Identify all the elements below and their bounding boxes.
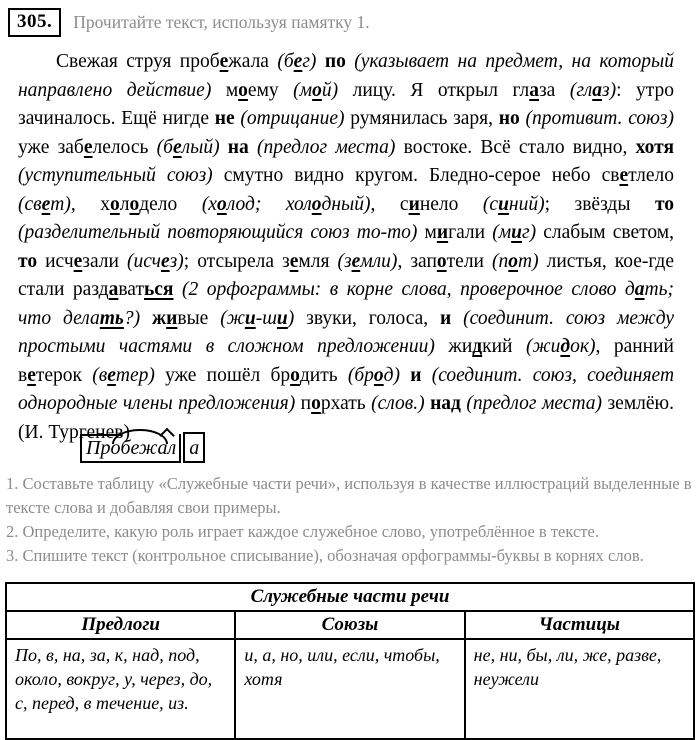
morph-root: беж: [120, 437, 158, 459]
table-header-particles: Частицы: [465, 611, 694, 639]
task-item-2: 2. Определите, какую роль играет каждое служебное слово, употреблённое в тексте.: [6, 522, 599, 541]
morphology-stem: [80, 434, 181, 463]
exercise-header: [8, 8, 370, 37]
parts-of-speech-table: [5, 582, 695, 740]
passage-text: Свежая струя пробежала (бег) по (указывает на предмет, на который направлено действие) моему (мой) лицу. Я открыл глаза (глаз): утро зачиналось. Ещё нигде не (отрицание) румянилась заря, но (противит. союз) уже забелелось (белый) на (предлог места) востоке. Всё стало видно, хотя (уступительный союз) смутно видно кругом. Бледно-серое небо светлело (свет), холодело (холод; холодный), синело (синий); звёзды то (разделительный повторяющийся союз то-то) мигали (миг) слабым светом, то исчезали (исчез); отсырела земля (земли), запотели (пот) листья, кое-где стали раздаваться (2 орфограммы: в корне слова, проверочное слово дать; что делать?) живые (жи-ши) звуки, голоса, и (соединит. союз между простыми частями в сложном предложении) жидкий (жидок), ранний ветерок (ветер) уже пошёл бродить (брод) и (соединит. союз, соединяет однородные члены предложения) порхать (слов.) над (предлог места) землёю. (И. Тургенев): [18, 51, 675, 443]
table-header-prepositions: Предлоги: [6, 611, 235, 639]
morphology-row: [80, 432, 205, 463]
task-item-3: 3. Спишите текст (контрольное списывание), обозначая орфограммы-буквы в корнях слов.: [6, 546, 644, 565]
morph-suffix: ал: [157, 437, 177, 459]
table-title: Служебные части речи: [6, 583, 694, 611]
morphology-word: [80, 432, 205, 463]
exercise-instruction: Прочитайте текст, используя памятку 1.: [73, 12, 370, 32]
tasks-list: [6, 472, 698, 568]
exercise-number: 305.: [8, 8, 61, 37]
table-row: [6, 639, 694, 739]
morph-prefix: Про: [86, 437, 121, 459]
morph-ending: а: [183, 432, 205, 463]
table-header-conjunctions: Союзы: [235, 611, 464, 639]
cell-prepositions-examples: По, в, на, за, к, над, под, около, вокруг, у, через, до, с, перед, в течение, из.: [6, 639, 235, 739]
task-item-1: 1. Составьте таблицу «Служебные части речи», используя в качестве иллюстраций выделенные в тексте слова и добавляя свои примеры.: [6, 474, 692, 517]
cell-conjunctions-examples: и, а, но, или, если, чтобы, хотя: [235, 639, 464, 739]
cell-particles-examples: не, ни, бы, ли, же, разве, неужели: [465, 639, 694, 739]
